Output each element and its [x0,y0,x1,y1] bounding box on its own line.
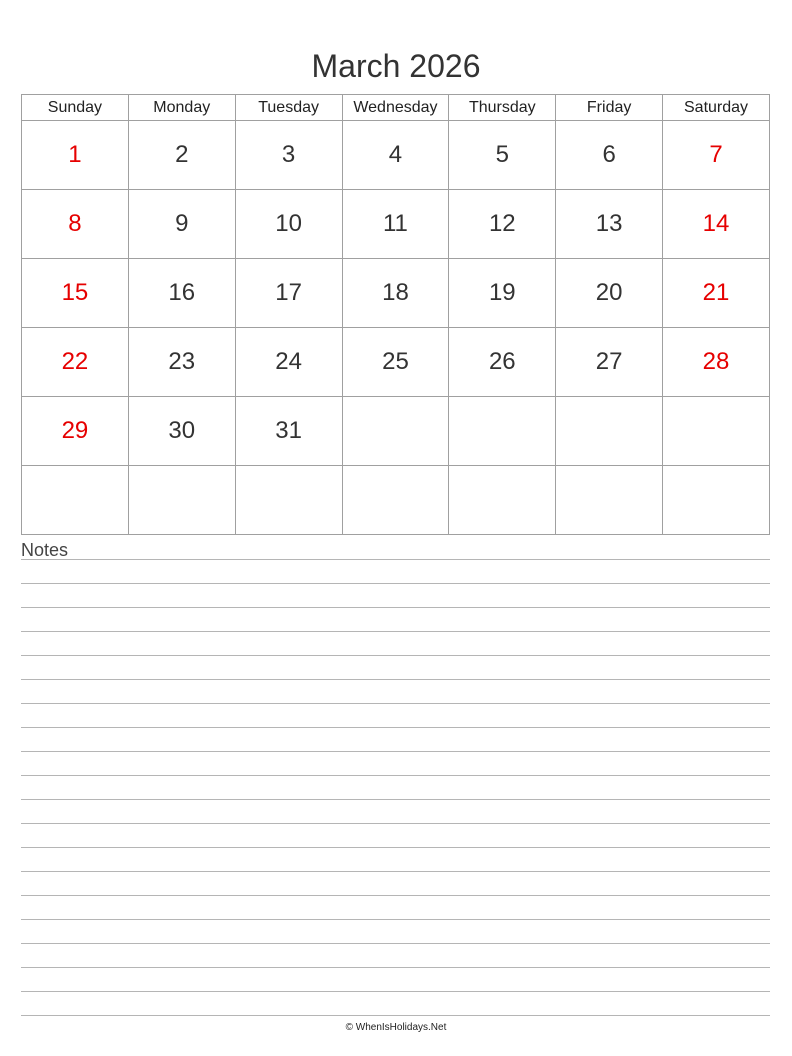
day-cell [128,466,235,535]
day-cell: 16 [128,259,235,328]
day-cell [342,397,449,466]
day-cell: 20 [556,259,663,328]
weekday-header: Sunday [22,95,129,121]
note-line [21,703,770,727]
day-cell: 8 [22,190,129,259]
day-cell: 21 [663,259,770,328]
note-line [21,727,770,751]
week-row [22,259,770,328]
note-line [21,847,770,871]
weekday-header: Wednesday [342,95,449,121]
weekday-header: Thursday [449,95,556,121]
note-line [21,631,770,655]
note-line [21,751,770,775]
day-cell: 1 [22,121,129,190]
note-line [21,655,770,679]
note-line [21,895,770,919]
day-cell: 5 [449,121,556,190]
day-cell [449,466,556,535]
footer-credit: © WhenIsHolidays.Net [345,1022,447,1033]
note-line [21,943,770,967]
day-cell: 3 [235,121,342,190]
calendar-grid [21,94,770,535]
day-cell: 17 [235,259,342,328]
calendar-title: March 2026 [311,48,481,84]
note-line [21,823,770,847]
weekday-header: Friday [556,95,663,121]
notes-lines [21,559,770,1039]
week-row [22,190,770,259]
day-cell: 12 [449,190,556,259]
day-cell: 30 [128,397,235,466]
day-cell: 29 [22,397,129,466]
note-line [21,583,770,607]
day-cell: 11 [342,190,449,259]
weekday-header: Tuesday [235,95,342,121]
day-cell: 14 [663,190,770,259]
note-line [21,607,770,631]
day-cell: 18 [342,259,449,328]
day-cell [342,466,449,535]
note-line [21,679,770,703]
weekday-header: Monday [128,95,235,121]
weekday-header-row [22,95,770,121]
week-row [22,121,770,190]
day-cell [556,466,663,535]
week-row [22,466,770,535]
day-cell: 2 [128,121,235,190]
day-cell: 4 [342,121,449,190]
week-row [22,397,770,466]
day-cell: 26 [449,328,556,397]
day-cell [235,466,342,535]
day-cell [663,397,770,466]
day-cell: 24 [235,328,342,397]
day-cell: 25 [342,328,449,397]
day-cell: 7 [663,121,770,190]
day-cell: 28 [663,328,770,397]
note-line [21,775,770,799]
notes-label: Notes [21,540,69,560]
day-cell: 31 [235,397,342,466]
day-cell: 22 [22,328,129,397]
day-cell: 13 [556,190,663,259]
day-cell: 23 [128,328,235,397]
day-cell: 19 [449,259,556,328]
note-line [21,991,770,1015]
note-line [21,871,770,895]
weekday-header: Saturday [663,95,770,121]
note-line [21,967,770,991]
note-line [21,919,770,943]
day-cell [556,397,663,466]
day-cell [22,466,129,535]
day-cell: 27 [556,328,663,397]
notes-section [21,538,770,562]
note-line [21,559,770,583]
day-cell: 6 [556,121,663,190]
day-cell [449,397,556,466]
week-row [22,328,770,397]
day-cell: 10 [235,190,342,259]
note-line [21,799,770,823]
day-cell: 9 [128,190,235,259]
day-cell: 15 [22,259,129,328]
day-cell [663,466,770,535]
